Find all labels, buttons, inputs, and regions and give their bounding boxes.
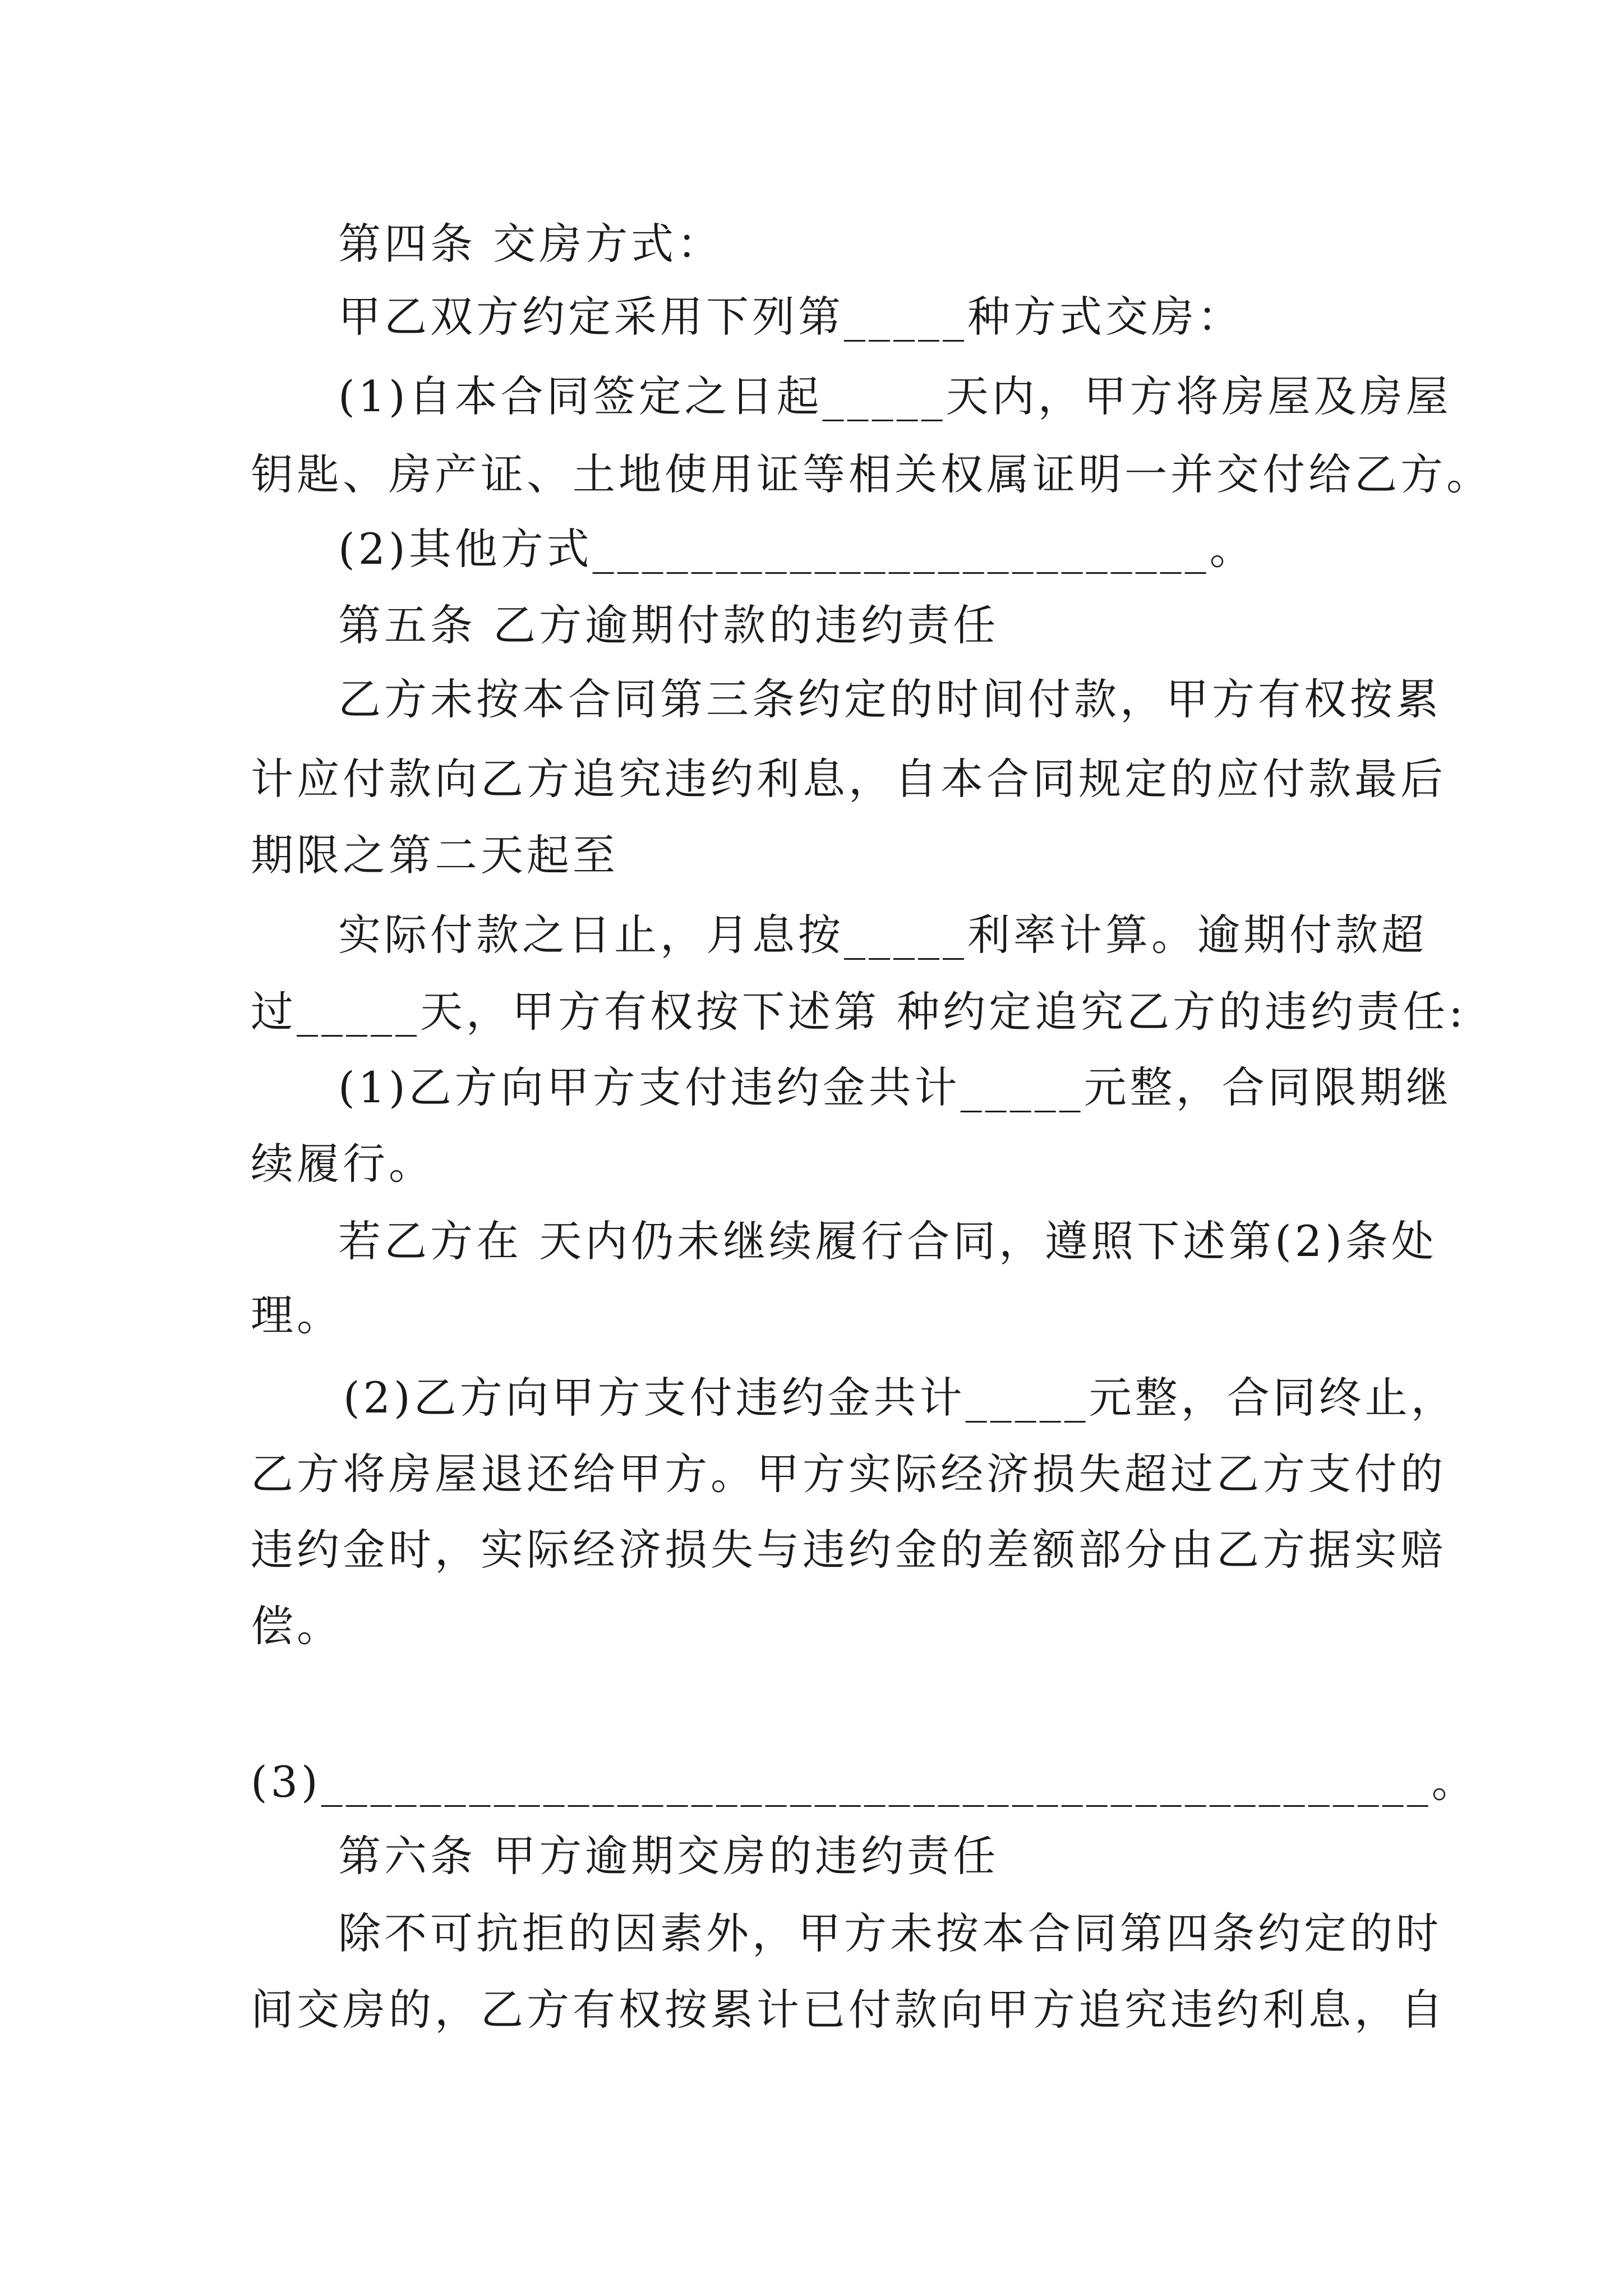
paragraph-line: (1)乙方向甲方支付违约金共计_____元整，合同限期继 xyxy=(338,1062,1452,1112)
paragraph-line: 续履行。 xyxy=(251,1139,435,1189)
paragraph-line: (2)乙方向甲方支付违约金共计_____元整，合同终止， xyxy=(343,1373,1457,1423)
paragraph-line: (3)_____________________________________________。 xyxy=(251,1757,1478,1807)
article-4-heading: 第四条 交房方式： xyxy=(338,219,723,269)
paragraph-line: 过_____天，甲方有权按下述第 种约定追究乙方的违约责任: xyxy=(251,987,1467,1037)
paragraph-line: 钥匙、房产证、土地使用证等相关权属证明一并交付给乙方。 xyxy=(251,449,1492,499)
paragraph-line: 期限之第二天起至 xyxy=(251,830,619,880)
paragraph-line: 乙方将房屋退还给甲方。甲方实际经济损失超过乙方支付的 xyxy=(251,1449,1446,1499)
paragraph-line: (1)自本合同签定之日起_____天内，甲方将房屋及房屋 xyxy=(338,371,1452,421)
paragraph-line: 除不可抗拒的因素外，甲方未按本合同第四条约定的时 xyxy=(338,1908,1442,1958)
paragraph-line: 实际付款之日止，月息按_____利率计算。逾期付款超 xyxy=(338,910,1427,960)
article-5-heading: 第五条 乙方逾期付款的违约责任 xyxy=(338,600,999,650)
paragraph-line: 乙方未按本合同第三条约定的时间付款，甲方有权按累 xyxy=(338,674,1442,724)
paragraph-line: 理。 xyxy=(251,1290,343,1340)
paragraph-line: 若乙方在 天内仍未继续履行合同，遵照下述第(2)条处 xyxy=(338,1216,1437,1266)
paragraph-line: (2)其他方式_________________________。 xyxy=(338,524,1256,574)
article-6-heading: 第六条 甲方逾期交房的违约责任 xyxy=(338,1831,999,1881)
paragraph-line: 计应付款向乙方追究违约利息，自本合同规定的应付款最后 xyxy=(251,754,1446,804)
paragraph-line: 间交房的，乙方有权按累计已付款向甲方追究违约利息，自 xyxy=(251,1985,1446,2035)
paragraph-line: 偿。 xyxy=(251,1601,343,1651)
paragraph-line: 甲乙双方约定采用下列第_____种方式交房： xyxy=(338,292,1243,342)
paragraph-line: 违约金时，实际经济损失与违约金的差额部分由乙方据实赔 xyxy=(251,1525,1446,1575)
